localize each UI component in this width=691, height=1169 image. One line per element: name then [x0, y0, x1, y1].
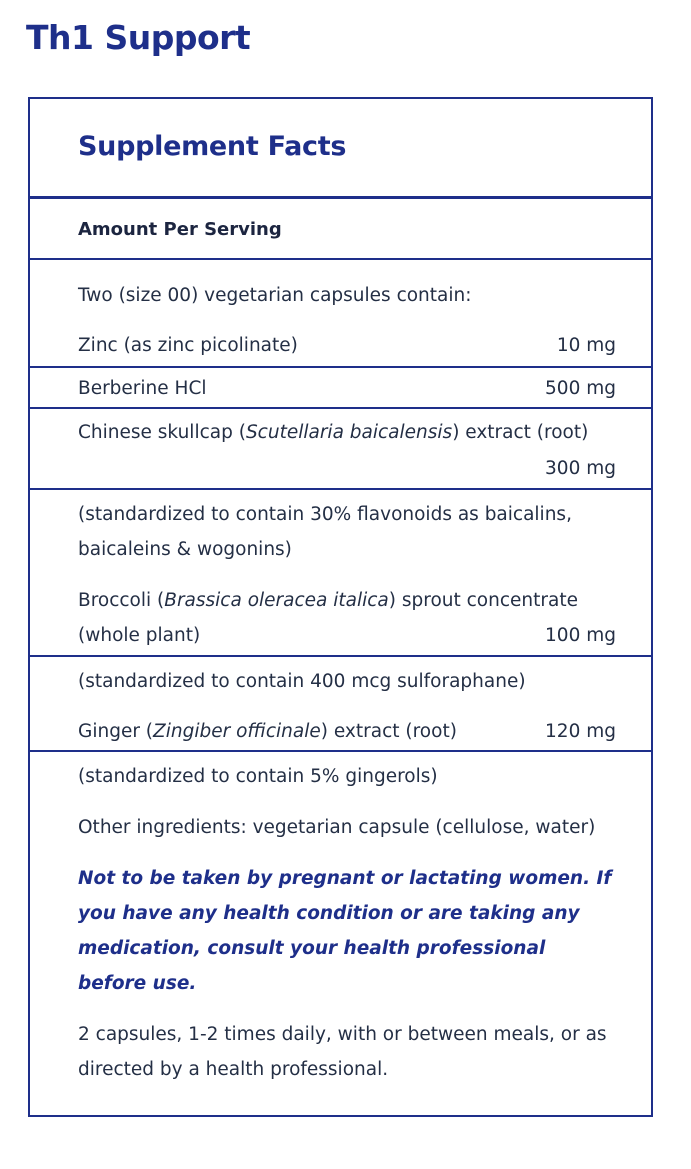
skullcap-latin-name: Scutellaria baicalensis: [245, 422, 453, 443]
ginger-label: Ginger (Zingiber officinale) extract (root): [78, 721, 457, 742]
row-divider: [30, 366, 651, 368]
berberine-label: Berberine HCl: [78, 378, 207, 399]
skullcap-amount: 300 mg: [545, 458, 616, 479]
broccoli-label: Broccoli (Brassica oleracea italica) sprout concentrate: [78, 590, 578, 611]
amount-per-serving-label: Amount Per Serving: [78, 219, 282, 240]
ginger-latin-name: Zingiber officinale: [153, 721, 321, 742]
row-divider: [30, 407, 651, 409]
supplement-facts-panel: [28, 97, 653, 1117]
ginger-amount: 120 mg: [545, 721, 616, 742]
zinc-amount: 10 mg: [556, 335, 616, 356]
broccoli-latin-name: Brassica oleracea italica: [164, 590, 389, 611]
amount-divider: [30, 258, 651, 260]
broccoli-standardized: (standardized to contain 400 mcg sulforaphane): [78, 671, 526, 692]
berberine-amount: 500 mg: [545, 378, 616, 399]
ginger-standardized: (standardized to contain 5% gingerols): [78, 766, 438, 787]
supplement-facts-heading: Supplement Facts: [78, 131, 347, 162]
directions: 2 capsules, 1-2 times daily, with or between meals, or as directed by a health professional.: [78, 1024, 607, 1080]
heading-divider: [30, 196, 651, 199]
pregnancy-warning: Not to be taken by pregnant or lactating women. If you have any health condition or are taking any medication, consult your health professional before use.: [78, 868, 612, 994]
zinc-label: Zinc (as zinc picolinate): [78, 335, 298, 356]
skullcap-label: Chinese skullcap (Scutellaria baicalensis) extract (root): [78, 422, 589, 443]
row-divider: [30, 750, 651, 752]
broccoli-amount: 100 mg: [545, 625, 616, 646]
row-divider: [30, 655, 651, 657]
skullcap-standardized-line2: baicaleins & wogonins): [78, 539, 292, 560]
row-divider: [30, 488, 651, 490]
skullcap-standardized-line1: (standardized to contain 30% flavonoids as baicalins,: [78, 504, 572, 525]
product-title: Th1 Support: [26, 18, 251, 57]
serving-intro: Two (size 00) vegetarian capsules contain:: [78, 285, 472, 306]
broccoli-label-line2: (whole plant): [78, 625, 201, 646]
other-ingredients: Other ingredients: vegetarian capsule (cellulose, water): [78, 817, 596, 838]
